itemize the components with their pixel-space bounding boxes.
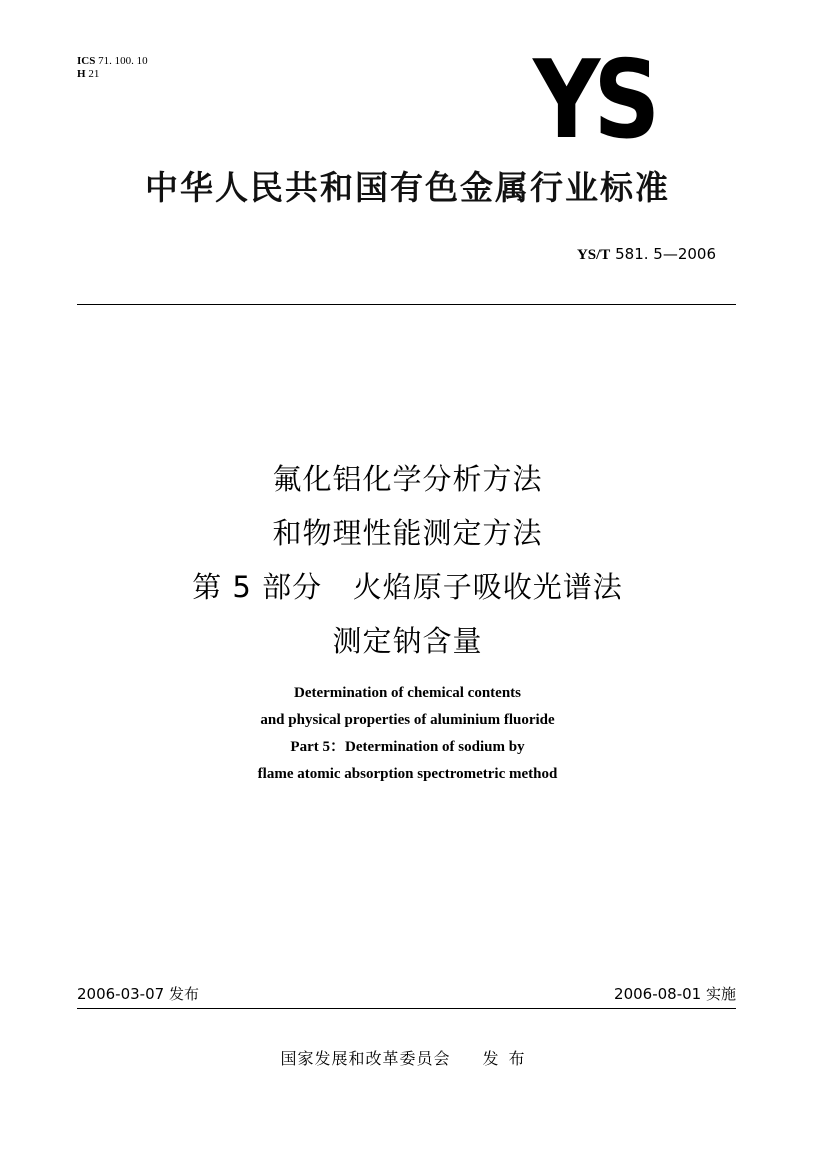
english-title	[0, 680, 815, 788]
standard-code-number: 581. 5—2006	[615, 245, 716, 263]
issuing-authority	[0, 1048, 815, 1070]
ccs-code: H 21	[77, 68, 100, 80]
ics-code: ICS 71. 100. 10	[77, 55, 148, 67]
english-title-line: flame atomic absorption spectrometric method	[257, 766, 558, 782]
classification-codes	[77, 55, 148, 81]
english-title-line: Determination of chemical contents	[293, 685, 522, 701]
standard-code	[577, 244, 716, 265]
chinese-title	[0, 452, 815, 668]
english-title-line: and physical properties of aluminium fluoride	[260, 712, 555, 728]
header-divider	[77, 304, 736, 305]
issue-date: 2006-03-07 发布	[77, 985, 199, 1003]
chinese-title-line: 第 5 部分 火焰原子吸收光谱法	[192, 570, 623, 604]
chinese-title-line: 氟化铝化学分析方法	[272, 462, 543, 496]
chinese-title-line: 和物理性能测定方法	[272, 516, 543, 550]
ys-logo: YS	[533, 38, 654, 163]
standard-category-title: 中华人民共和国有色金属行业标准	[145, 168, 670, 207]
english-title-line: Part 5：Determination of sodium by	[290, 739, 525, 755]
implementation-date: 2006-08-01 实施	[614, 985, 736, 1003]
standard-code-prefix: YS/T	[576, 247, 611, 263]
chinese-title-line: 测定钠含量	[332, 624, 483, 658]
footer-divider	[77, 1008, 736, 1009]
issuer-organization: 国家发展和改革委员会	[280, 1049, 451, 1068]
issuer-action: 发布	[482, 1049, 535, 1068]
